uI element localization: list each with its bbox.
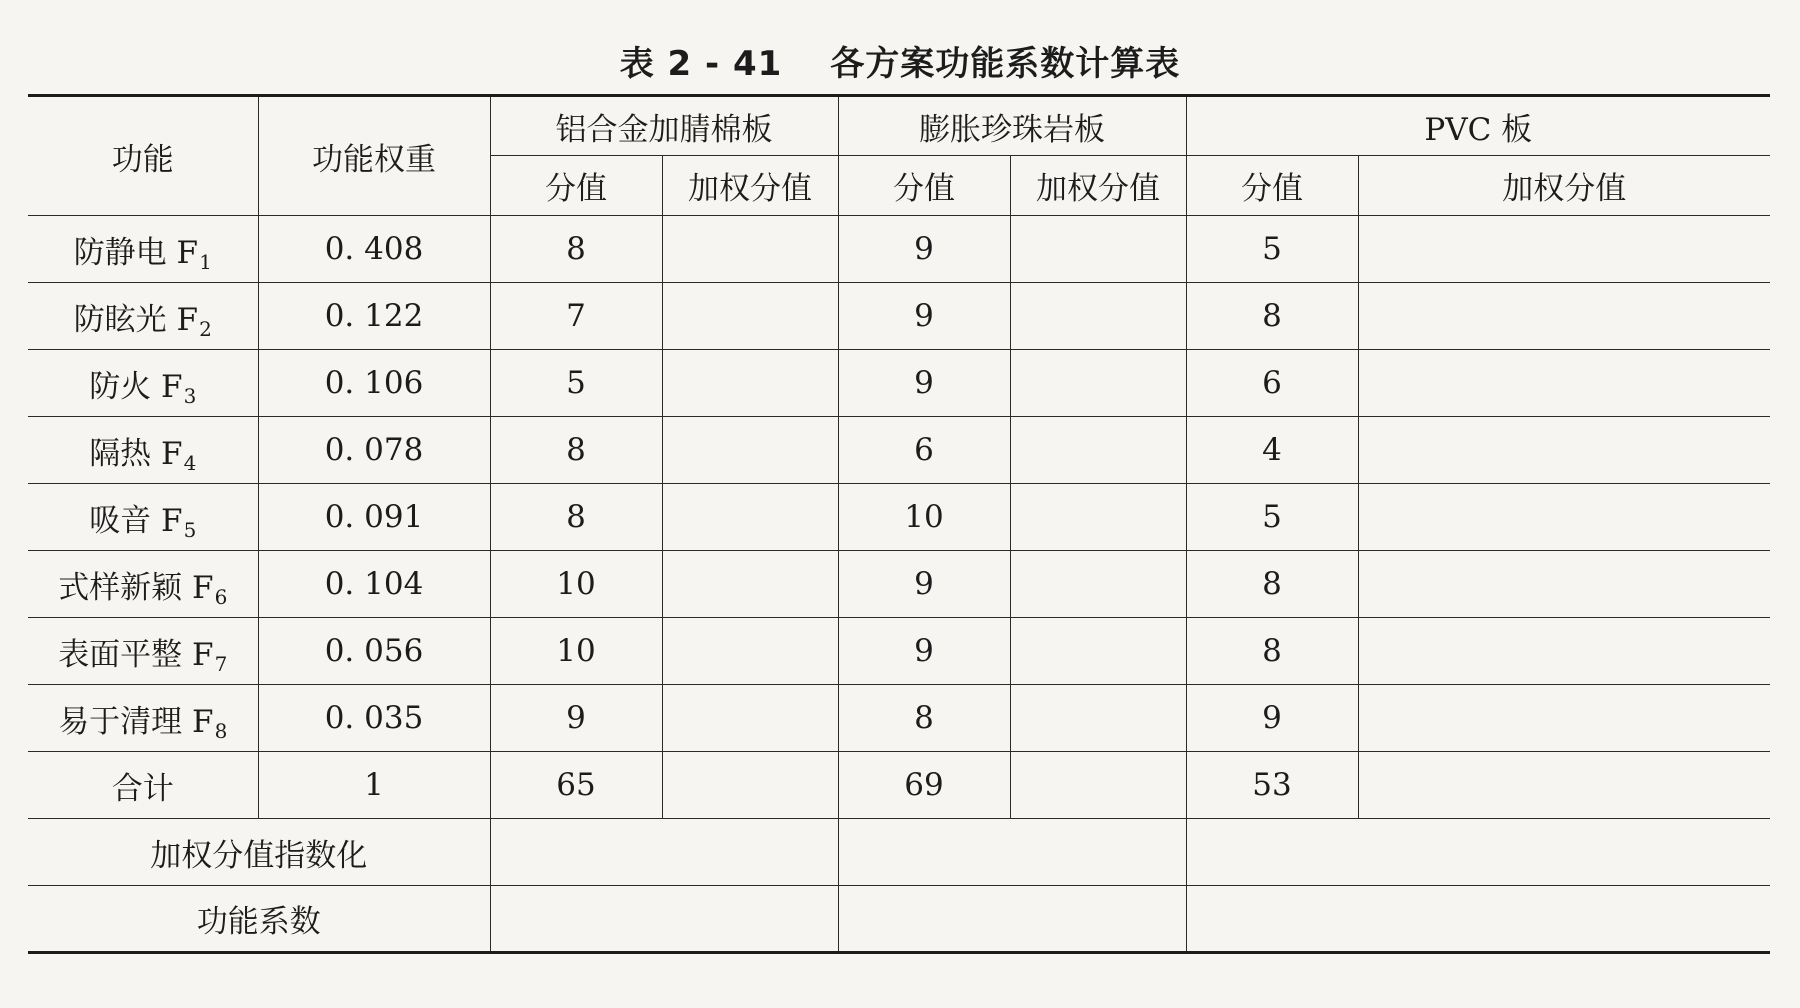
weighted-option-1 xyxy=(662,551,838,618)
index-option-2 xyxy=(838,819,1186,886)
header-weight: 功能权重 xyxy=(258,96,490,216)
total-weighted-option-1 xyxy=(662,752,838,819)
table-row xyxy=(28,417,1770,484)
function-name: 表面平整 $F_7$ xyxy=(28,618,258,685)
index-option-1 xyxy=(490,819,838,886)
score-option-2: 6 xyxy=(838,417,1010,484)
weighted-option-1 xyxy=(662,484,838,551)
score-option-2: 9 xyxy=(838,283,1010,350)
table-row xyxy=(28,618,1770,685)
table-row xyxy=(28,283,1770,350)
function-name: 隔热 $F_4$ xyxy=(28,417,258,484)
score-option-1: 8 xyxy=(490,417,662,484)
function-name: 防静电 $F_1$ xyxy=(28,216,258,283)
header-option-3: PVC 板 xyxy=(1186,96,1770,156)
score-option-3: 8 xyxy=(1186,618,1358,685)
table-row xyxy=(28,484,1770,551)
header-weighted-3: 加权分值 xyxy=(1358,156,1770,216)
weighted-option-3 xyxy=(1358,417,1770,484)
coefficient-row xyxy=(28,886,1770,953)
total-weighted-option-3 xyxy=(1358,752,1770,819)
header-row-1 xyxy=(28,96,1770,156)
total-score-option-3: 53 xyxy=(1186,752,1358,819)
weighted-option-1 xyxy=(662,417,838,484)
header-score-2: 分值 xyxy=(838,156,1010,216)
caption-title: 各方案功能系数计算表 xyxy=(830,44,1181,84)
function-weight: 0. 056 xyxy=(258,618,490,685)
index-option-3 xyxy=(1186,819,1770,886)
function-name: 易于清理 $F_8$ xyxy=(28,685,258,752)
score-option-2: 9 xyxy=(838,350,1010,417)
weighted-option-1 xyxy=(662,216,838,283)
function-weight: 0. 091 xyxy=(258,484,490,551)
function-name: 防火 $F_3$ xyxy=(28,350,258,417)
coefficient-option-3 xyxy=(1186,886,1770,953)
score-option-3: 5 xyxy=(1186,484,1358,551)
table-row xyxy=(28,685,1770,752)
table-caption xyxy=(0,36,1800,85)
weighted-option-2 xyxy=(1010,551,1186,618)
score-option-1: 10 xyxy=(490,551,662,618)
coefficient-label: 功能系数 xyxy=(28,886,490,953)
total-label: 合计 xyxy=(28,752,258,819)
score-option-1: 5 xyxy=(490,350,662,417)
weighted-option-1 xyxy=(662,350,838,417)
score-option-3: 4 xyxy=(1186,417,1358,484)
function-weight: 0. 122 xyxy=(258,283,490,350)
score-option-1: 10 xyxy=(490,618,662,685)
score-option-3: 8 xyxy=(1186,283,1358,350)
header-option-1: 铝合金加腈棉板 xyxy=(490,96,838,156)
header-function: 功能 xyxy=(28,96,258,216)
weighted-option-2 xyxy=(1010,350,1186,417)
function-name: 式样新颖 $F_6$ xyxy=(28,551,258,618)
weighted-option-1 xyxy=(662,685,838,752)
score-option-2: 8 xyxy=(838,685,1010,752)
score-option-1: 8 xyxy=(490,216,662,283)
weighted-option-2 xyxy=(1010,685,1186,752)
weighted-option-2 xyxy=(1010,484,1186,551)
weighted-option-3 xyxy=(1358,618,1770,685)
weighted-option-3 xyxy=(1358,283,1770,350)
table-row xyxy=(28,350,1770,417)
coefficient-option-1 xyxy=(490,886,838,953)
index-label: 加权分值指数化 xyxy=(28,819,490,886)
total-score-option-1: 65 xyxy=(490,752,662,819)
function-coefficient-table xyxy=(28,94,1770,954)
function-weight: 0. 035 xyxy=(258,685,490,752)
function-weight: 0. 078 xyxy=(258,417,490,484)
score-option-3: 9 xyxy=(1186,685,1358,752)
table-row xyxy=(28,551,1770,618)
score-option-3: 5 xyxy=(1186,216,1358,283)
weighted-option-2 xyxy=(1010,417,1186,484)
total-score-option-2: 69 xyxy=(838,752,1010,819)
total-row xyxy=(28,752,1770,819)
coefficient-option-2 xyxy=(838,886,1186,953)
weighted-option-2 xyxy=(1010,216,1186,283)
function-name: 防眩光 $F_2$ xyxy=(28,283,258,350)
score-option-2: 9 xyxy=(838,618,1010,685)
weighted-option-3 xyxy=(1358,551,1770,618)
weighted-option-2 xyxy=(1010,618,1186,685)
score-option-3: 8 xyxy=(1186,551,1358,618)
weighted-option-3 xyxy=(1358,484,1770,551)
weighted-option-3 xyxy=(1358,685,1770,752)
function-weight: 0. 106 xyxy=(258,350,490,417)
score-option-1: 9 xyxy=(490,685,662,752)
weighted-option-1 xyxy=(662,283,838,350)
score-option-1: 7 xyxy=(490,283,662,350)
score-option-1: 8 xyxy=(490,484,662,551)
function-name: 吸音 $F_5$ xyxy=(28,484,258,551)
weighted-option-2 xyxy=(1010,283,1186,350)
header-score-1: 分值 xyxy=(490,156,662,216)
score-option-2: 9 xyxy=(838,551,1010,618)
weighted-option-1 xyxy=(662,618,838,685)
header-option-2: 膨胀珍珠岩板 xyxy=(838,96,1186,156)
header-weighted-2: 加权分值 xyxy=(1010,156,1186,216)
header-score-3: 分值 xyxy=(1186,156,1358,216)
table-row xyxy=(28,216,1770,283)
total-weight: 1 xyxy=(258,752,490,819)
score-option-2: 9 xyxy=(838,216,1010,283)
header-weighted-1: 加权分值 xyxy=(662,156,838,216)
weighted-option-3 xyxy=(1358,350,1770,417)
function-weight: 0. 408 xyxy=(258,216,490,283)
score-option-2: 10 xyxy=(838,484,1010,551)
score-option-3: 6 xyxy=(1186,350,1358,417)
weighted-option-3 xyxy=(1358,216,1770,283)
caption-number: 表 2 - 41 xyxy=(619,44,783,84)
index-row xyxy=(28,819,1770,886)
function-weight: 0. 104 xyxy=(258,551,490,618)
total-weighted-option-2 xyxy=(1010,752,1186,819)
